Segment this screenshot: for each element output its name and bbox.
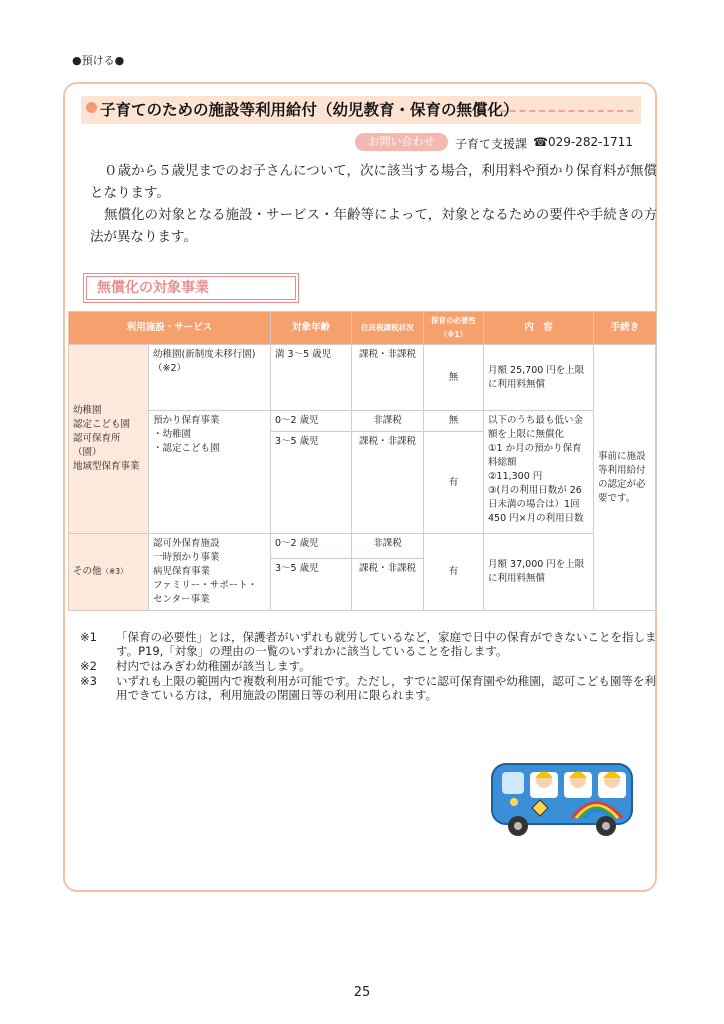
row2-need-b: 有 [424,432,484,534]
footnote-text: いずれも上限の範囲内で複数利用が可能です。ただし，すでに認可保育園や幼稚園，認可こども園等を利用できている方は，利用施設の閉園日等の利用に限られます。 [116,674,656,702]
row3-content: 月額 37,000 円を上限に利用料無償 [484,534,594,611]
row2-tax-b: 課税・非課税 [352,432,424,534]
page-header-label: ●預ける● [72,54,125,67]
contact-department: 子育て支援課 [455,137,528,151]
page-title: 子育てのための施設等利用給付（幼児教育・保育の無償化） [100,101,519,119]
school-bus-illustration [488,752,638,840]
footnote-text: 村内ではみぎわ幼稚園が該当します。 [116,659,311,673]
row3-tax-a: 非課税 [352,534,424,559]
table-header-row [69,312,657,345]
title-dash-decoration [500,110,633,112]
header-tax: 住民税課税状況 [352,312,424,345]
header-service: 利用施設・サービス [69,312,271,345]
contact-phone: ☎029-282-1711 [533,135,633,149]
table-row [69,534,657,559]
row3-tax-b: 課税・非課税 [352,558,424,610]
row3-age-a: 0～2 歳児 [271,534,352,559]
row2-service: 預かり保育事業 ・幼稚園 ・認定こども園 [149,411,271,534]
footnote-mark: ※2 [80,659,97,673]
row1-need: 無 [424,345,484,411]
intro-paragraph-2: 無償化の対象となる施設・サービス・年齢等によって，対象となるための要件や手続きの方法が異なります。 [90,207,658,245]
row2-age-a: 0～2 歳児 [271,411,352,432]
page-number: 25 [353,985,371,1000]
header-need: 保育の必要性 （※1） [424,312,484,345]
title-bullet-icon [86,102,97,113]
footnote-2 [80,659,660,673]
group-licensed-facilities: 幼稚園 認定こども園 認可保育所（園） 地域型保育事業 [69,345,149,534]
header-procedure: 手続き [594,312,657,345]
table-row [69,411,657,432]
row2-tax-a: 非課税 [352,411,424,432]
section-title: 無償化の対象事業 [86,276,296,300]
row3-service: 認可外保育施設 一時預かり事業 病児保育事業 ファミリー・サポート・センター事業 [149,534,271,611]
footnote-3 [80,674,660,702]
group-other-note: （※3） [101,567,128,576]
footnote-mark: ※3 [80,674,97,688]
header-age: 対象年齢 [271,312,352,345]
row1-tax: 課税・非課税 [352,345,424,411]
footnotes [80,630,660,703]
procedure-cell: 事前に施設等利用給付の認定が必要です。 [594,345,657,611]
footnote-1 [80,630,660,658]
row1-service: 幼稚園(新制度未移行園) （※2） [149,345,271,411]
row3-age-b: 3～5 歳児 [271,558,352,610]
contact-badge: お問い合わせ [355,133,448,151]
row1-content: 月額 25,700 円を上限に利用料無償 [484,345,594,411]
row3-need: 有 [424,534,484,611]
intro-paragraph-1: ０歳から５歳児までのお子さんについて，次に該当する場合，利用料や預かり保育料が無償となります。 [90,163,657,201]
footnote-mark: ※1 [80,630,97,644]
footnote-text: 「保育の必要性」とは，保護者がいずれも就労しているなど，家庭で日中の保育ができないことを指します。P19,「対象」の理由の一覧のいずれかに該当していることを指します。 [116,630,657,658]
row1-age: 満 3～5 歳児 [271,345,352,411]
row2-need-a: 無 [424,411,484,432]
row2-age-b: 3～5 歳児 [271,432,352,534]
group-other: その他（※3） [69,534,149,611]
row2-content: 以下のうち最も低い金額を上限に無償化 ①1 か月の預かり保育料総額 ②11,300 円 ③(月の利用日数が 26日未満の場合は）1回 450 円×月の利用日数 [484,411,594,534]
header-content: 内 容 [484,312,594,345]
table-row [69,345,657,411]
eligibility-table [68,311,657,611]
